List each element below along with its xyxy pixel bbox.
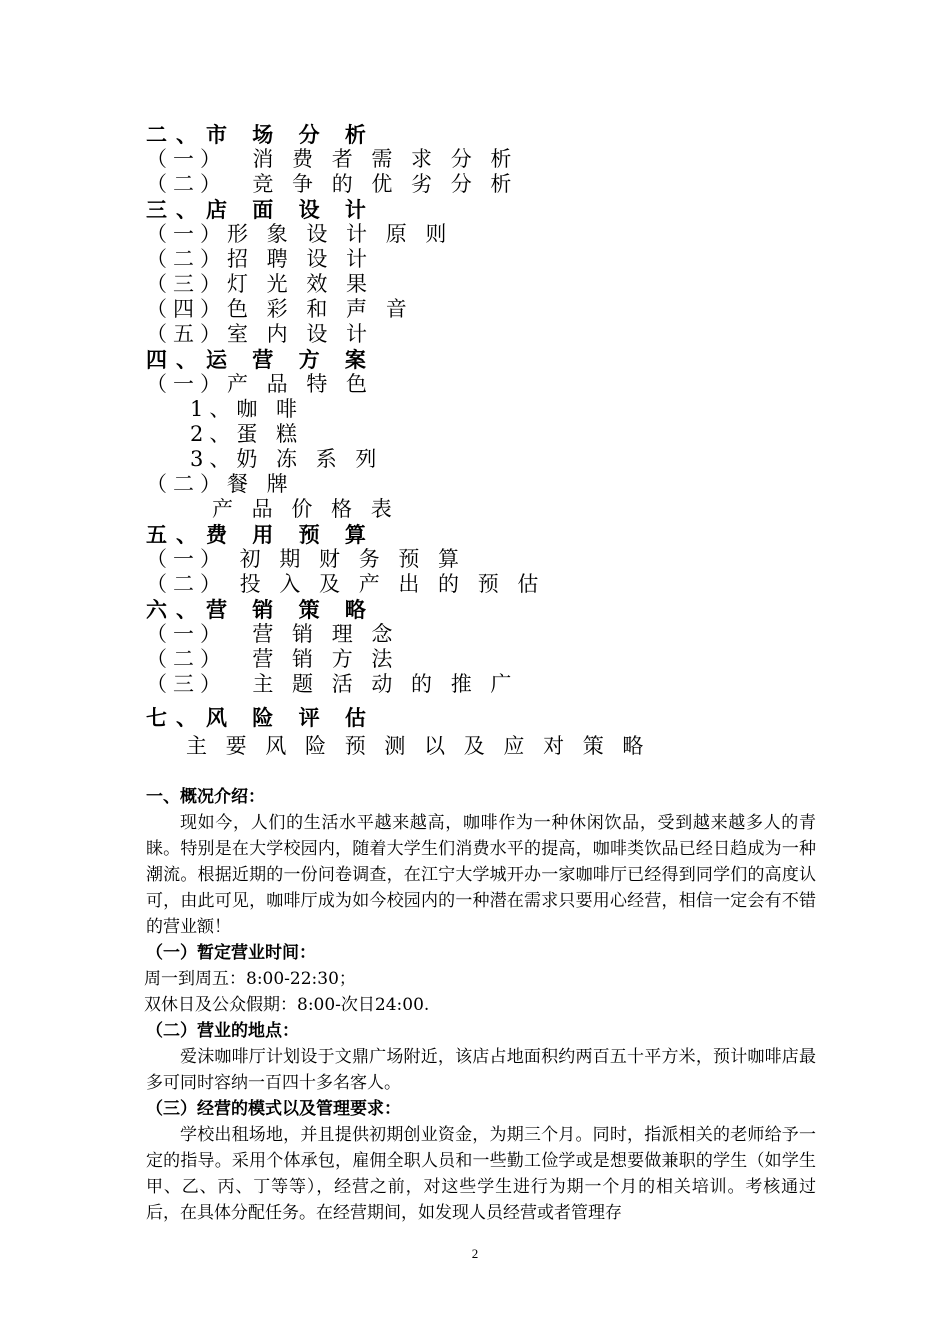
toc-subitem: 产 品 价 格 表 <box>212 497 398 521</box>
table-of-contents <box>146 122 649 759</box>
toc-item: （二）餐 牌 <box>146 472 294 496</box>
toc-item: 主 要 风 险 预 测 以 及 应 对 策 略 <box>186 734 650 758</box>
section-heading: （二）营业的地点： <box>146 1021 299 1041</box>
paragraph: 学校出租场地，并且提供初期创业资金，为期三个月。同时，指派相关的老师给予一定的指导。采用个体承包，雇佣全职人员和一些勤工俭学或是想要做兼职的学生（如学生甲、乙、丙、丁等等），经营之前，对这些学生进行为期一个月的相关培训。考核通过后，在具体分配任务。在经营期间，如发现人员经营或者管理存 <box>146 1125 816 1223</box>
toc-item: （三） 主 题 活 动 的 推 广 <box>146 672 518 696</box>
section-heading: （一）暂定营业时间： <box>146 943 316 963</box>
toc-subitem: 3、奶 冻 系 列 <box>190 447 383 471</box>
paragraph: 周一到周五：8:00-22:30； <box>144 969 356 989</box>
paragraph: 爱沫咖啡厅计划设于文鼎广场附近，该店占地面积约两百五十平方米，预计咖啡店最多可同时容纳一百四十多名客人。 <box>146 1047 816 1093</box>
toc-item: （五）室 内 设 计 <box>146 322 374 346</box>
toc-heading: 七、风 险 评 估 <box>146 705 375 730</box>
toc-item: （二） 投 入 及 产 出 的 预 估 <box>146 572 545 596</box>
paragraph: 现如今，人们的生活水平越来越高，咖啡作为一种休闲饮品，受到越来越多人的青睐。特别是在大学校园内，随着大学生们消费水平的提高，咖啡类饮品已经日趋成为一种潮流。根据近期的一份问卷调查，在江宁大学城开办一家咖啡厅已经得到同学们的高度认可，由此可见，咖啡厅成为如今校园内的一种潜在需求只要用心经营，相信一定会有不错的营业额！ <box>146 813 816 937</box>
toc-item: （三）灯 光 效 果 <box>146 272 374 296</box>
toc-item: （二）招 聘 设 计 <box>146 247 374 271</box>
toc-item: （二） 竞 争 的 优 劣 分 析 <box>146 172 518 196</box>
toc-item: （二） 营 销 方 法 <box>146 647 399 671</box>
toc-subitem: 2、蛋 糕 <box>190 422 304 446</box>
document-body <box>146 784 816 1226</box>
toc-item: （一）形 象 设 计 原 则 <box>146 222 453 246</box>
paragraph: 双休日及公众假期：8:00-次日24:00. <box>144 995 430 1015</box>
toc-item: （四）色 彩 和 声 音 <box>146 297 413 321</box>
toc-item: （一）产 品 特 色 <box>146 372 374 396</box>
toc-heading: 五、费 用 预 算 <box>146 522 375 547</box>
section-heading: （三）经营的模式以及管理要求： <box>146 1099 401 1119</box>
section-heading: 一、概况介绍： <box>146 787 265 807</box>
toc-heading: 二、市 场 分 析 <box>146 122 375 147</box>
toc-subitem: 1、咖 啡 <box>190 397 304 421</box>
toc-item: （一） 初 期 财 务 预 算 <box>146 547 466 571</box>
toc-heading: 四、运 营 方 案 <box>146 347 375 372</box>
toc-item: （一） 营 销 理 念 <box>146 622 399 646</box>
page-number: 2 <box>471 1246 479 1261</box>
toc-item: （一） 消 费 者 需 求 分 析 <box>146 147 518 171</box>
toc-heading: 六、营 销 策 略 <box>146 597 375 622</box>
toc-heading: 三、店 面 设 计 <box>146 197 375 222</box>
